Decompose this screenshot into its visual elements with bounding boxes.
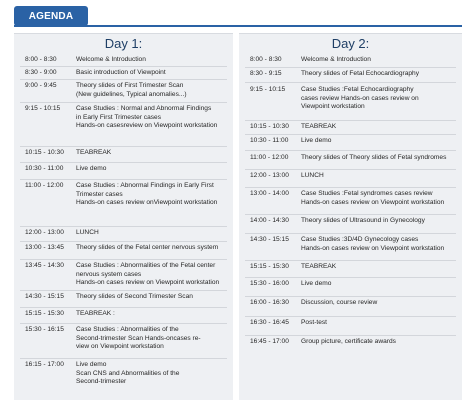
- row-separator: [20, 307, 227, 308]
- agenda-description: Case Studies :Fetal Echocardiography cases review Hands-on cases review on Viewpoint workstation: [301, 86, 419, 111]
- agenda-description: TEABREAK: [301, 123, 337, 130]
- agenda-time: 8:30 - 9:15: [250, 70, 282, 77]
- agenda-time: 10:30 - 11:00: [25, 165, 64, 172]
- agenda-description: Welcome & Introduction: [301, 56, 371, 63]
- row-separator: [245, 150, 456, 151]
- day2-title: Day 2:: [331, 36, 370, 51]
- agenda-time: 15:30 - 16:15: [25, 326, 64, 333]
- row-separator: [20, 290, 227, 291]
- row-separator: [245, 335, 456, 336]
- row-separator: [245, 260, 456, 261]
- row-separator: [20, 358, 227, 359]
- agenda-time: 12:00 - 13:00: [25, 229, 64, 236]
- agenda-description: TEABREAK :: [76, 310, 115, 317]
- row-separator: [245, 214, 456, 215]
- agenda-description: Case Studies : Abnormal Findings in Early First Trimester cases Hands-on cases review onViewpoint workstation: [76, 182, 218, 207]
- agenda-description: TEABREAK: [76, 149, 112, 156]
- agenda-time: 15:15 - 15:30: [250, 263, 289, 270]
- agenda-time: 16:15 - 17:00: [25, 361, 64, 368]
- agenda-description: LUNCH: [301, 172, 324, 179]
- agenda-description: Case Studies :3D/4D Gynecology cases Hands-on cases review on Viewpoint workstation: [301, 236, 445, 252]
- agenda-time: 14:30 - 15:15: [250, 236, 289, 243]
- row-separator: [245, 277, 456, 278]
- agenda-description: Theory slides of Fetal Echocardiography: [301, 70, 420, 77]
- day2-column: [239, 33, 462, 400]
- agenda-description: Theory slides of Theory slides of Fetal syndromes: [301, 154, 447, 161]
- day1-column: [14, 33, 233, 400]
- row-separator: [20, 259, 227, 260]
- agenda-time: 13:00 - 13:45: [25, 244, 64, 251]
- agenda-description: Group picture, certificate awards: [301, 338, 396, 345]
- row-separator: [20, 79, 227, 80]
- row-separator: [20, 146, 227, 147]
- agenda-time: 10:15 - 10:30: [250, 123, 289, 130]
- agenda-time: 15:30 - 16:00: [250, 280, 289, 287]
- agenda-description: Theory slides of Second Trimester Scan: [76, 293, 193, 300]
- agenda-time: 14:00 - 14:30: [250, 217, 289, 224]
- agenda-description: Theory slides of Ultrasound in Gynecology: [301, 217, 425, 224]
- agenda-description: Case Studies : Abnormalities of the Second-trimester Scan Hands-oncases re- view on Viewpoint workstation: [76, 326, 201, 351]
- agenda-description: Welcome & Introduction: [76, 56, 146, 63]
- row-separator: [245, 187, 456, 188]
- agenda-description: Live demo: [301, 280, 332, 287]
- agenda-description: Post-test: [301, 319, 328, 326]
- agenda-description: Case Studies : Normal and Abnormal Findings in Early First Trimester cases Hands-on casesreview on Viewpoint workstation: [76, 105, 218, 130]
- row-separator: [245, 316, 456, 317]
- agenda-time: 9:00 - 9:45: [25, 82, 57, 89]
- agenda-description: TEABREAK: [301, 263, 337, 270]
- agenda-time: 12:00 - 13:00: [250, 172, 289, 179]
- agenda-time: 11:00 - 12:00: [250, 154, 289, 161]
- agenda-header-tab: AGENDA: [14, 6, 88, 26]
- row-separator: [20, 162, 227, 163]
- agenda-time: 8:30 - 9:00: [25, 69, 57, 76]
- row-separator: [20, 66, 227, 67]
- row-separator: [245, 67, 456, 68]
- day1-title: Day 1:: [104, 36, 143, 51]
- agenda-time: 9:15 - 10:15: [25, 105, 61, 112]
- agenda-time: 10:30 - 11:00: [250, 137, 289, 144]
- row-separator: [245, 169, 456, 170]
- row-separator: [245, 233, 456, 234]
- agenda-time: 8:00 - 8:30: [250, 56, 282, 63]
- agenda-time: 14:30 - 15:15: [25, 293, 64, 300]
- row-separator: [245, 82, 456, 83]
- agenda-description: Discussion, course review: [301, 299, 378, 306]
- agenda-description: Live demo: [76, 165, 107, 172]
- row-separator: [20, 179, 227, 180]
- agenda-description: Live demo Scan CNS and Abnormalities of the Second-trimester: [76, 361, 180, 386]
- agenda-description: Case Studies :Fetal syndromes cases review Hands-on cases review on Viewpoint workstation: [301, 190, 445, 206]
- agenda-time: 8:00 - 8:30: [25, 56, 57, 63]
- agenda-time: 11:00 - 12:00: [25, 182, 64, 189]
- agenda-description: Live demo: [301, 137, 332, 144]
- agenda-time: 13:45 - 14:30: [25, 262, 64, 269]
- agenda-description: LUNCH: [76, 229, 99, 236]
- agenda-time: 16:00 - 16:30: [250, 299, 289, 306]
- row-separator: [245, 296, 456, 297]
- agenda-time: 9:15 - 10:15: [250, 86, 286, 93]
- agenda-header-rule: [14, 25, 462, 27]
- agenda-time: 16:45 - 17:00: [250, 338, 289, 345]
- agenda-time: 16:30 - 16:45: [250, 319, 289, 326]
- agenda-time: 10:15 - 10:30: [25, 149, 64, 156]
- row-separator: [20, 241, 227, 242]
- agenda-description: Basic introduction of Viewpoint: [76, 69, 166, 76]
- agenda-description: Theory slides of the Fetal center nervous system: [76, 244, 219, 251]
- row-separator: [20, 102, 227, 103]
- row-separator: [245, 134, 456, 135]
- row-separator: [20, 226, 227, 227]
- row-separator: [245, 120, 456, 121]
- row-separator: [20, 323, 227, 324]
- agenda-description: Case Studies : Abnormalities of the Fetal center nervous system cases Hands-on cases review on Viewpoint workstation: [76, 262, 220, 287]
- agenda-time: 15:15 - 15:30: [25, 310, 64, 317]
- agenda-time: 13:00 - 14:00: [250, 190, 289, 197]
- agenda-description: Theory slides of First Trimester Scan (New guidelines, Typical anomalies...): [76, 82, 187, 98]
